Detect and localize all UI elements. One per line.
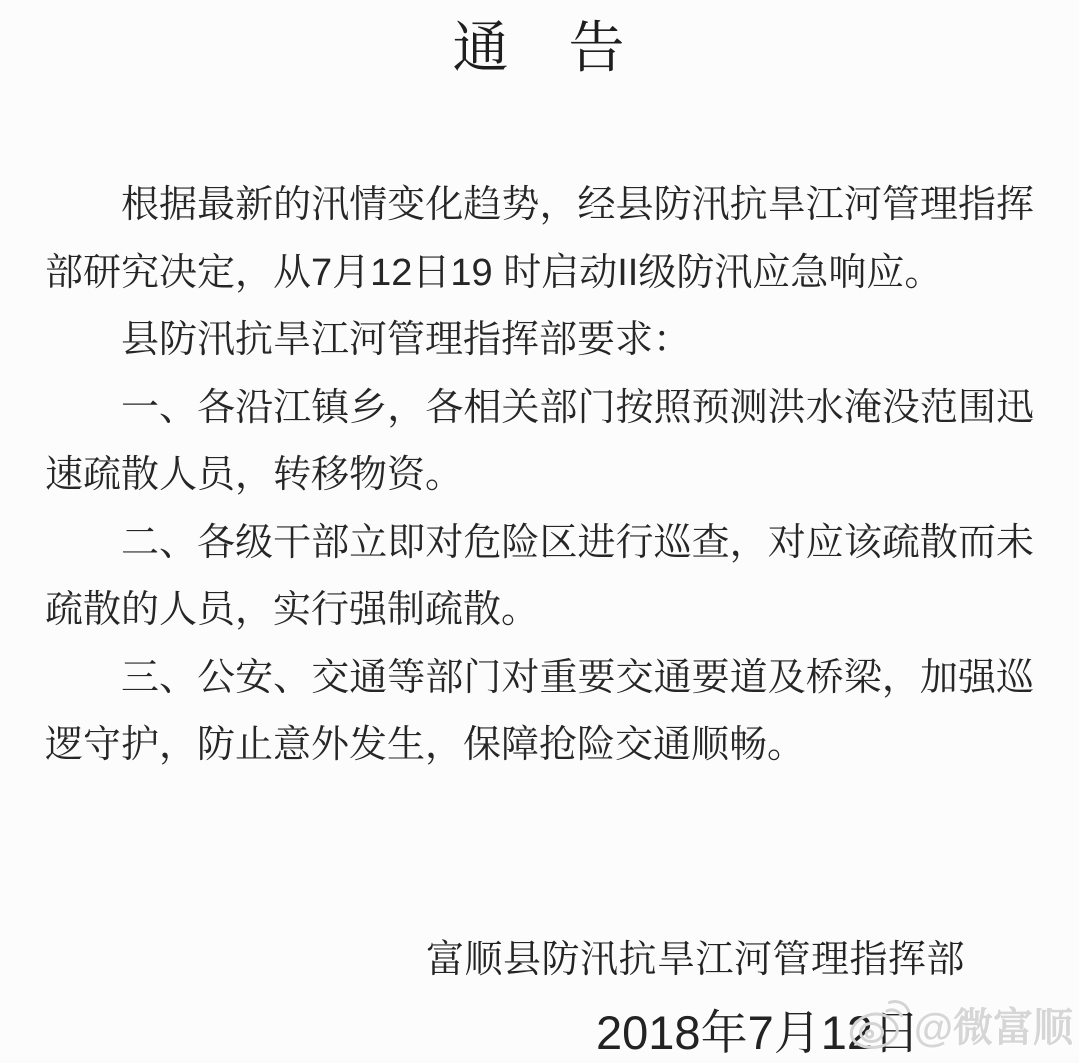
paragraph-intro: 根据最新的汛情变化趋势，经县防汛抗旱江河管理指挥部研究决定，从7月12日19 时启动II级防汛应急响应。 — [45, 184, 1034, 294]
paragraph-item-1: 一、各沿江镇乡，各相关部门按照预测洪水淹没范围迅速疏散人员，转移物资。 — [45, 386, 1034, 496]
page-title: 通 告 — [452, 16, 627, 79]
signature-issuer: 富顺县防汛抗旱江河管理指挥部 — [425, 939, 965, 981]
document-body — [45, 172, 1034, 780]
paragraph-item-3: 三、公安、交通等部门对重要交通要道及桥梁，加强巡逻守护，防止意外发生，保障抢险交通顺畅。 — [45, 656, 1034, 766]
weibo-icon — [846, 998, 910, 1052]
watermark-handle: @微富顺 — [913, 1006, 1073, 1050]
paragraph-requirements-lead: 县防汛抗旱江河管理指挥部要求： — [121, 319, 692, 361]
watermark — [846, 996, 1073, 1053]
signature-date: 2018年7月12日 — [596, 1006, 920, 1059]
paragraph-item-2: 二、各级干部立即对危险区进行巡查，对应该疏散而未疏散的人员，实行强制疏散。 — [45, 521, 1034, 631]
